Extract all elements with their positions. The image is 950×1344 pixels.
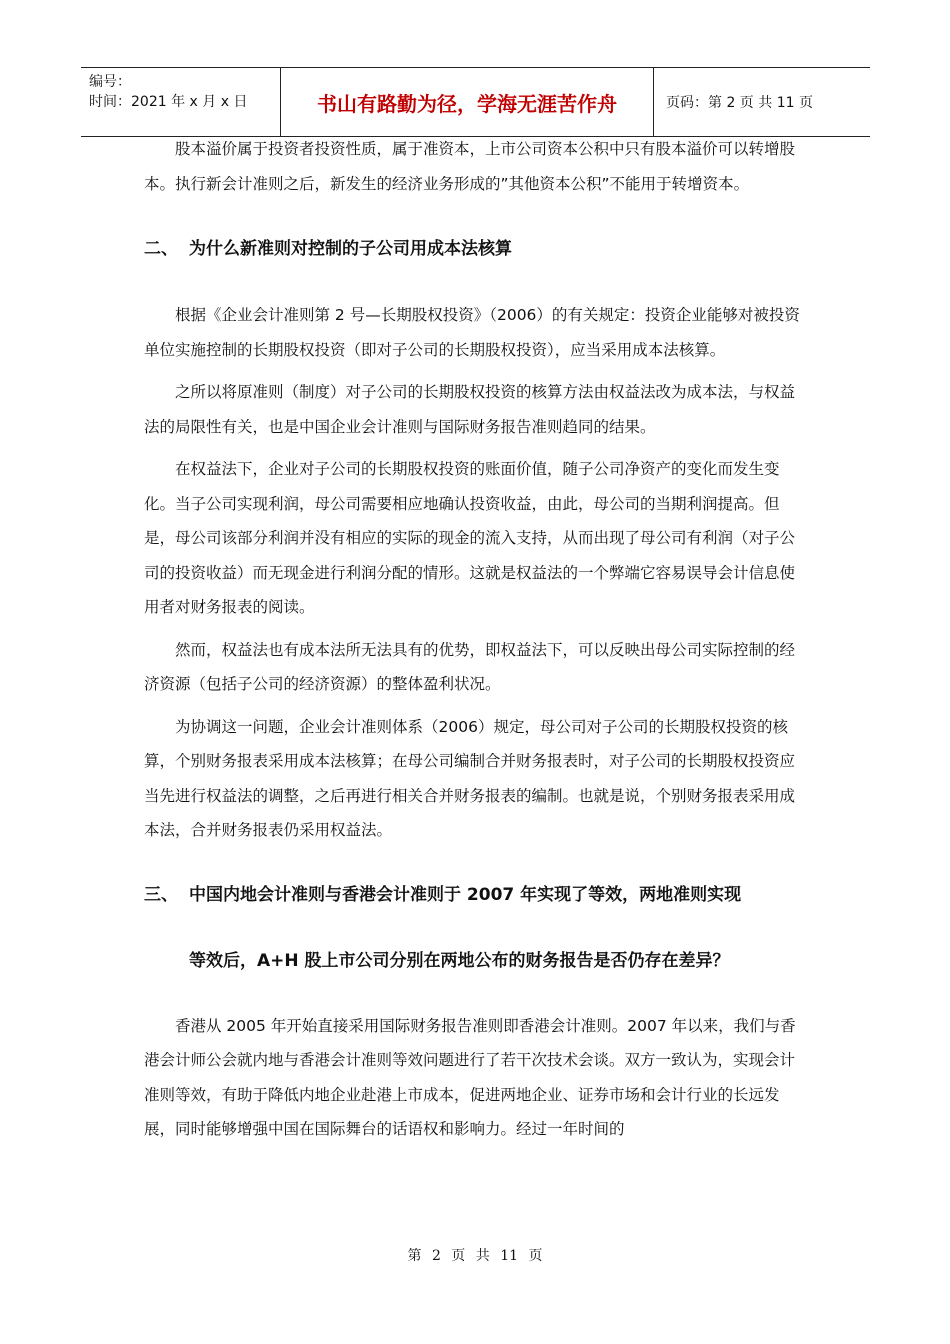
- paragraph-equity-method: 在权益法下，企业对子公司的长期股权投资的账面价值，随子公司净资产的变化而发生变化。当子公司实现利润，母公司需要相应地确认投资收益，由此，母公司的当期利润提高。但是，母公司该部分利润并没有相应的实际的现金的流入支持，从而出现了母公司有利润（对子公司的投资收益）而无现金进行利润分配的情形。这就是权益法的一个弊端它容易误导会计信息使用者对财务报表的阅读。: [144, 460, 796, 616]
- paragraph-capital-premium: 股本溢价属于投资者投资性质，属于准资本，上市公司资本公积中只有股本溢价可以转增股本。执行新会计准则之后，新发生的经济业务形成的”其他资本公积”不能用于转增资本。: [144, 140, 796, 193]
- header-meta: [81, 68, 281, 136]
- document-number-label: 编号：: [89, 74, 131, 90]
- section-heading-2: [144, 232, 808, 266]
- section-title-3-line1: 中国内地会计准则与香港会计准则于 2007 年实现了等效，两地准则实现: [189, 884, 742, 905]
- header-page-info: 页码：第 2 页 共 11 页: [666, 95, 813, 111]
- section-title-2: 为什么新准则对控制的子公司用成本法核算: [189, 239, 512, 259]
- paragraph-coordination: 为协调这一问题，企业会计准则体系（2006）规定，母公司对子公司的长期股权投资的核算，个别财务报表采用成本法核算；在母公司编制合并财务报表时，对子公司的长期股权投资应当先进行权益法的调整，之后再进行相关合并财务报表的编制。也就是说，个别财务报表采用成本法，合并财务报表仍采用权益法。: [144, 717, 796, 839]
- page-header: [81, 67, 870, 137]
- paragraph-equity-advantage: 然而，权益法也有成本法所无法具有的优势，即权益法下，可以反映出母公司实际控制的经济资源（包括子公司的经济资源）的整体盈利状况。: [144, 640, 796, 693]
- document-body: [144, 132, 808, 1147]
- paragraph-hong-kong: 香港从 2005 年开始直接采用国际财务报告准则即香港会计准则。2007 年以来，我们与香港会计师公会就内地与香港会计准则等效问题进行了若干次技术会谈。双方一致认为，实现会计准则等效，有助于降低内地企业赴港上市成本，促进两地企业、证券市场和会计行业的长远发展，同时能够增强中国在国际舞台的话语权和影响力。经过一年时间的: [144, 1016, 796, 1138]
- document-date-label: 时间：2021 年 x 月 x 日: [89, 94, 248, 110]
- section-number-2: 二、: [144, 239, 178, 259]
- paragraph-standard-2: 根据《企业会计准则第 2 号—长期股权投资》（2006）的有关规定：投资企业能够对被投资单位实施控制的长期股权投资（即对子公司的长期股权投资），应当采用成本法核算。: [144, 306, 800, 359]
- section-title-3-line2: 等效后，A+H 股上市公司分别在两地公布的财务报告是否仍存在差异？: [189, 950, 730, 971]
- page-footer: 第 2 页 共 11 页: [407, 1248, 543, 1264]
- header-motto: 书山有路勤为径，学海无涯苦作舟: [281, 68, 654, 136]
- section-number-3: 三、: [144, 884, 178, 905]
- section-heading-3: [144, 878, 808, 912]
- paragraph-reason: 之所以将原准则（制度）对子公司的长期股权投资的核算方法由权益法改为成本法，与权益法的局限性有关，也是中国企业会计准则与国际财务报告准则趋同的结果。: [144, 383, 796, 436]
